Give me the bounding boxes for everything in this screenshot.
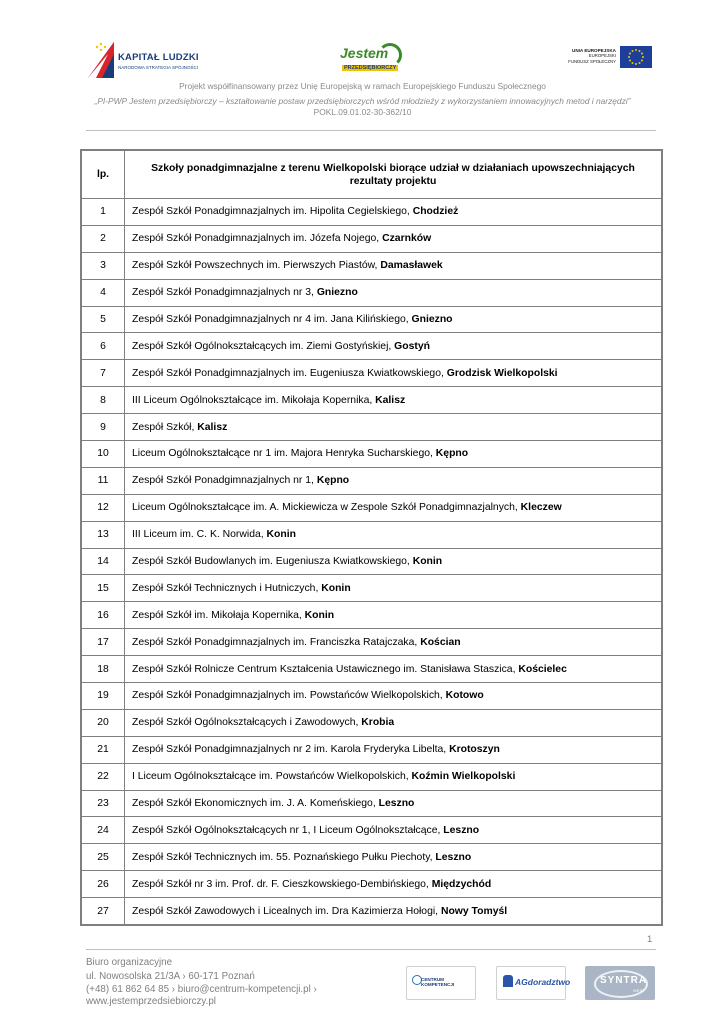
footer-website: www.jestemprzedsiebiorczy.pl	[86, 996, 216, 1007]
school-cell	[125, 360, 663, 387]
school-cell	[125, 414, 663, 441]
table-header-row	[81, 150, 662, 199]
school-cell	[125, 736, 663, 763]
table-row	[81, 683, 662, 710]
table-row	[81, 548, 662, 575]
row-number: 26	[81, 871, 125, 898]
table-row	[81, 844, 662, 871]
school-city: Kalisz	[197, 421, 228, 433]
header-divider	[86, 130, 656, 131]
school-city: Krotoszyn	[449, 744, 500, 756]
school-cell	[125, 441, 663, 468]
footer-divider	[86, 949, 656, 950]
jestem-przedsiebiorczy-logo	[336, 41, 402, 79]
school-name: Zespół Szkół Ponadgimnazjalnych im. Franciszka Ratajczaka,	[132, 636, 421, 648]
school-city: Leszno	[378, 798, 415, 810]
school-name: Zespół Szkół Ponadgimnazjalnych im. Józefa Nojego,	[132, 233, 383, 245]
table-row	[81, 467, 662, 494]
school-city: Damasławek	[380, 260, 443, 272]
school-cell	[125, 763, 663, 790]
table-row	[81, 898, 662, 925]
jestem-logo-word: Jestem	[340, 45, 389, 61]
centrum-kompetencji-logo	[406, 966, 476, 1000]
school-city: Chodzież	[412, 206, 459, 218]
table-row	[81, 736, 662, 763]
eu-logo-line2: EUROPEJSKI	[588, 53, 616, 59]
school-name: Zespół Szkół Ponadgimnazjalnych im. Powstańców Wielkopolskich,	[132, 690, 446, 702]
row-number: 11	[81, 467, 125, 494]
school-city: Leszno	[435, 851, 472, 863]
row-number: 2	[81, 225, 125, 252]
school-name: Zespół Szkół Ponadgimnazjalnych nr 1,	[132, 475, 317, 487]
table-row	[81, 521, 662, 548]
school-city: Konin	[304, 609, 335, 621]
agdoradztwo-text: AGdoradztwo	[515, 977, 571, 987]
table-row	[81, 306, 662, 333]
school-city: Nowy Tomyśl	[440, 905, 508, 917]
school-city: Kępno	[435, 448, 469, 460]
school-city: Koźmin Wielkopolski	[411, 771, 516, 783]
school-name: Zespół Szkół Ogólnokształcących im. Ziemi Gostyńskiej,	[132, 340, 395, 352]
header-cofinancing-note: Projekt współfinansowany przez Unię Europejską w ramach Europejskiego Funduszu Społecznego	[179, 81, 546, 91]
school-cell	[125, 602, 663, 629]
school-cell	[125, 494, 663, 521]
row-number: 24	[81, 817, 125, 844]
school-city: Kotowo	[445, 690, 484, 702]
school-name: Zespół Szkół Ogólnokształcących i Zawodowych,	[132, 717, 362, 729]
kapital-ludzki-logo	[88, 42, 198, 78]
row-number: 10	[81, 441, 125, 468]
table-row	[81, 252, 662, 279]
school-city: Kościelec	[518, 663, 567, 675]
column-header-schools: Szkoły ponadgimnazjalne z terenu Wielkopolski biorące udział w działaniach upowszechniających rezultaty projektu	[125, 150, 663, 199]
school-name: III Liceum Ogólnokształcące im. Mikołaja Kopernika,	[132, 394, 376, 406]
header-project-title: „PI-PWP Jestem przedsiębiorczy – kształtowanie postaw przedsiębiorczych wśród młodzieży z wykorzystaniem innowacyjnych metod i narzędzi”	[94, 96, 631, 106]
table-row	[81, 387, 662, 414]
table-row	[81, 441, 662, 468]
footer-office-label: Biuro organizacyjne	[86, 957, 173, 968]
row-number: 27	[81, 898, 125, 925]
footer-address: ul. Nowosolska 21/3A › 60-171 Poznań	[86, 971, 255, 982]
table-row	[81, 656, 662, 683]
row-number: 1	[81, 199, 125, 226]
table-row	[81, 199, 662, 226]
eu-logo-line1: UNIA EUROPEJSKA	[572, 48, 616, 53]
school-cell	[125, 790, 663, 817]
school-city: Gniezno	[411, 314, 453, 325]
table-row	[81, 871, 662, 898]
schools-table	[80, 149, 663, 926]
syntra-text: SYNTRA	[600, 975, 648, 986]
school-name: Zespół Szkół nr 3 im. Prof. dr. F. Cieszkowskiego-Dembińskiego,	[132, 878, 432, 890]
table-row	[81, 817, 662, 844]
school-city: Czarnków	[382, 233, 432, 245]
agdoradztwo-icon	[503, 975, 513, 987]
eu-logo-text	[568, 48, 616, 64]
school-name: Liceum Ogólnokształcące im. A. Mickiewicza w Zespole Szkół Ponadgimnazjalnych,	[132, 502, 521, 514]
row-number: 5	[81, 306, 125, 333]
school-city: Konin	[412, 556, 443, 568]
row-number: 12	[81, 494, 125, 521]
page-number: 1	[647, 934, 653, 945]
school-cell	[125, 898, 663, 925]
kapital-ludzki-subtitle: NARODOWA STRATEGIA SPÓJNOŚCI	[118, 65, 199, 70]
school-name: Zespół Szkół im. Mikołaja Kopernika,	[132, 609, 305, 621]
row-number: 19	[81, 683, 125, 710]
school-city: Kalisz	[375, 394, 406, 406]
school-cell	[125, 548, 663, 575]
school-city: Gostyń	[394, 340, 430, 352]
school-name: III Liceum im. C. K. Norwida,	[132, 529, 267, 541]
school-cell	[125, 656, 663, 683]
school-name: Zespół Szkół Zawodowych i Licealnych im. Dra Kazimierza Hołogi,	[132, 905, 441, 917]
row-number: 13	[81, 521, 125, 548]
school-name: Zespół Szkół Ponadgimnazjalnych nr 2 im. Karola Fryderyka Libelta,	[132, 744, 450, 756]
footer-contact: (+48) 61 862 64 85 › biuro@centrum-kompetencji.pl ›	[86, 984, 317, 995]
school-name: I Liceum Ogólnokształcące im. Powstańców Wielkopolskich,	[132, 771, 412, 783]
row-number: 16	[81, 602, 125, 629]
table-row	[81, 279, 662, 306]
row-number: 17	[81, 629, 125, 656]
school-city: Kępno	[316, 475, 350, 487]
table-row	[81, 709, 662, 736]
row-number: 4	[81, 279, 125, 306]
school-city: Krobia	[361, 717, 395, 729]
row-number: 7	[81, 360, 125, 387]
header-project-code: POKL.09.01.02-30-362/10	[313, 107, 412, 117]
eu-social-fund-logo	[560, 46, 652, 74]
school-city: Grodzisk Wielkopolski	[446, 367, 558, 379]
school-name: Zespół Szkół Powszechnych im. Pierwszych Piastów,	[132, 260, 381, 272]
school-cell	[125, 279, 663, 306]
school-cell	[125, 683, 663, 710]
row-number: 21	[81, 736, 125, 763]
school-city: Konin	[266, 529, 296, 541]
school-cell	[125, 817, 663, 844]
row-number: 14	[81, 548, 125, 575]
school-cell	[125, 387, 663, 414]
school-cell	[125, 575, 663, 602]
table-row	[81, 225, 662, 252]
school-cell	[125, 333, 663, 360]
school-name: Zespół Szkół Budowlanych im. Eugeniusza Kwiatkowskiego,	[132, 556, 413, 568]
table-row	[81, 414, 662, 441]
school-name: Zespół Szkół Ponadgimnazjalnych nr 4 im. Jana Kilińskiego,	[132, 314, 412, 325]
school-cell	[125, 467, 663, 494]
table-body	[81, 199, 662, 926]
school-name: Zespół Szkół Technicznych im. 55. Poznańskiego Pułku Piechoty,	[132, 851, 436, 863]
row-number: 15	[81, 575, 125, 602]
row-number: 6	[81, 333, 125, 360]
column-header-lp: lp.	[81, 150, 125, 199]
table-row	[81, 763, 662, 790]
kapital-ludzki-flag-icon	[88, 42, 114, 78]
school-cell	[125, 629, 663, 656]
table-row	[81, 575, 662, 602]
school-city: Leszno	[443, 824, 480, 836]
school-cell	[125, 521, 663, 548]
school-city: Kleczew	[520, 502, 562, 514]
row-number: 9	[81, 414, 125, 441]
syntra-subtext: WEST	[633, 988, 645, 993]
school-city: Kościan	[420, 636, 461, 648]
jestem-logo-subtitle: PRZEDSIĘBIORCZY	[344, 65, 397, 71]
school-name: Zespół Szkół Ponadgimnazjalnych nr 3,	[132, 287, 317, 299]
school-cell	[125, 871, 663, 898]
row-number: 20	[81, 709, 125, 736]
school-name: Liceum Ogólnokształcące nr 1 im. Majora Henryka Sucharskiego,	[132, 448, 436, 460]
syntra-west-logo	[585, 966, 655, 1000]
table-row	[81, 602, 662, 629]
school-name: Zespół Szkół Ponadgimnazjalnych im. Hipolita Cegielskiego,	[132, 206, 413, 218]
school-cell	[125, 199, 663, 226]
eu-logo-line3: FUNDUSZ SPOŁECZNY	[568, 58, 616, 64]
school-cell	[125, 225, 663, 252]
school-cell	[125, 306, 663, 333]
school-city: Gniezno	[316, 287, 358, 299]
school-city: Międzychód	[431, 878, 492, 890]
table-row	[81, 333, 662, 360]
school-name: Zespół Szkół Ogólnokształcących nr 1, I Liceum Ogólnokształcące,	[132, 824, 444, 836]
kapital-ludzki-title: KAPITAŁ LUDZKI	[118, 52, 199, 63]
row-number: 22	[81, 763, 125, 790]
row-number: 18	[81, 656, 125, 683]
centrum-kompetencji-text: CENTRUM KOMPETENCJI	[421, 977, 455, 987]
table-row	[81, 629, 662, 656]
agdoradztwo-logo	[496, 966, 571, 1000]
table-row	[81, 790, 662, 817]
row-number: 3	[81, 252, 125, 279]
row-number: 8	[81, 387, 125, 414]
school-cell	[125, 252, 663, 279]
school-name: Zespół Szkół Technicznych i Hutniczych,	[132, 582, 322, 594]
school-cell	[125, 709, 663, 736]
school-name: Zespół Szkół Rolnicze Centrum Kształcenia Ustawicznego im. Stanisława Staszica,	[132, 663, 519, 675]
school-name: Zespół Szkół Ekonomicznych im. J. A. Komeńskiego,	[132, 798, 379, 810]
school-city: Konin	[321, 582, 351, 594]
school-cell	[125, 844, 663, 871]
row-number: 23	[81, 790, 125, 817]
table-row	[81, 360, 662, 387]
school-name: Zespół Szkół,	[132, 421, 198, 433]
school-name: Zespół Szkół Ponadgimnazjalnych im. Eugeniusza Kwiatkowskiego,	[132, 367, 447, 379]
table-row	[81, 494, 662, 521]
eu-flag-icon	[620, 46, 652, 68]
row-number: 25	[81, 844, 125, 871]
